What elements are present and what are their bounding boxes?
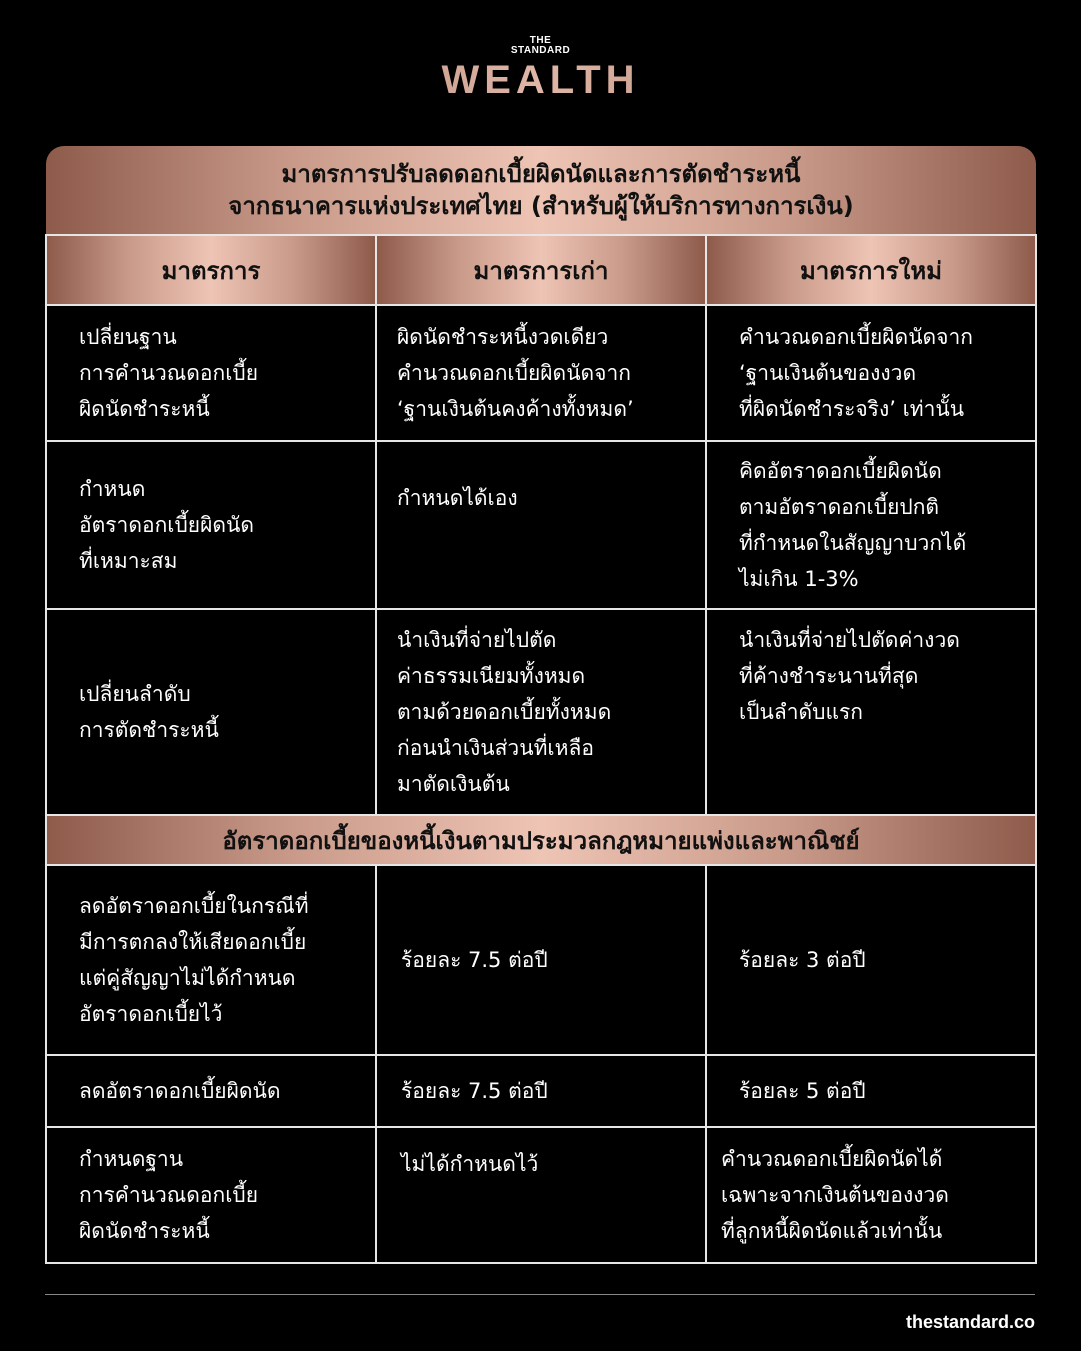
cell-old (376, 865, 706, 1055)
cell-line: กำหนดได้เอง (397, 486, 518, 510)
table-header-row (46, 235, 1036, 305)
cell-line: อัตราดอกเบี้ยไว้ (79, 1002, 223, 1026)
cell-measure (46, 609, 376, 815)
logo-the-standard (0, 36, 1081, 56)
cell-line: เปลี่ยนฐาน (79, 325, 177, 349)
column-header-new: มาตรการใหม่ (706, 235, 1036, 305)
section-title: อัตราดอกเบี้ยของหนี้เงินตามประมวลกฎหมายแพ่งและพาณิชย์ (46, 815, 1036, 865)
cell-line: เปลี่ยนลำดับ (79, 682, 191, 706)
cell-line: ลดอัตราดอกเบี้ยในกรณีที่ (79, 894, 309, 918)
cell-line: ร้อยละ 3 ต่อปี (739, 948, 866, 972)
table-row (46, 865, 1036, 1055)
footer-divider (45, 1294, 1035, 1295)
cell-line: ที่กำหนดในสัญญาบวกได้ (739, 531, 967, 555)
column-header-old: มาตรการเก่า (376, 235, 706, 305)
table-title (46, 146, 1036, 235)
cell-line: เฉพาะจากเงินต้นของงวด (721, 1183, 949, 1207)
cell-line: ที่ผิดนัดชำระจริง’ เท่านั้น (739, 397, 965, 421)
logo-small-line-1: THE (529, 35, 552, 46)
cell-old (376, 305, 706, 441)
cell-line: คำนวณดอกเบี้ยผิดนัดจาก (397, 361, 631, 385)
cell-measure (46, 1055, 376, 1127)
cell-line: ตามอัตราดอกเบี้ยปกติ (739, 495, 940, 519)
cell-line: ผิดนัดชำระหนี้งวดเดียว (397, 325, 609, 349)
section-header-row (46, 815, 1036, 865)
cell-line: กำหนด (79, 477, 146, 501)
cell-line: คิดอัตราดอกเบี้ยผิดนัด (739, 459, 942, 483)
cell-line: คำนวณดอกเบี้ยผิดนัดจาก (739, 325, 973, 349)
cell-old (376, 441, 706, 609)
cell-line: ‘ฐานเงินต้นคงค้างทั้งหมด’ (397, 397, 634, 421)
table-row (46, 1127, 1036, 1263)
cell-line: คำนวณดอกเบี้ยผิดนัดได้ (721, 1147, 943, 1171)
cell-line: นำเงินที่จ่ายไปตัด (397, 628, 557, 652)
cell-new (706, 609, 1036, 815)
cell-line: การคำนวณดอกเบี้ย (79, 361, 259, 385)
cell-new (706, 1055, 1036, 1127)
cell-line: ค่าธรรมเนียมทั้งหมด (397, 664, 586, 688)
table-row (46, 441, 1036, 609)
cell-new (706, 1127, 1036, 1263)
measures-table-container (45, 146, 1035, 1264)
logo-wealth: WEALTH (0, 58, 1081, 103)
cell-line: นำเงินที่จ่ายไปตัดค่างวด (739, 628, 960, 652)
measures-table (45, 146, 1037, 1264)
cell-line: ที่เหมาะสม (79, 549, 178, 573)
table-row (46, 1055, 1036, 1127)
column-header-measure: มาตรการ (46, 235, 376, 305)
cell-line: ผิดนัดชำระหนี้ (79, 397, 210, 421)
footer-site-link[interactable]: thestandard.co (905, 1312, 1035, 1332)
cell-measure (46, 865, 376, 1055)
table-title-line: มาตรการปรับลดดอกเบี้ยผิดนัดและการตัดชำระหนี้ (281, 160, 801, 188)
cell-line: แต่คู่สัญญาไม่ได้กำหนด (79, 966, 296, 990)
cell-measure (46, 441, 376, 609)
cell-line: ‘ฐานเงินต้นของงวด (739, 361, 917, 385)
cell-line: การตัดชำระหนี้ (79, 718, 219, 742)
cell-new (706, 865, 1036, 1055)
cell-line: ร้อยละ 5 ต่อปี (739, 1079, 866, 1103)
cell-measure (46, 1127, 376, 1263)
table-row (46, 609, 1036, 815)
cell-old (376, 1127, 706, 1263)
cell-line: ที่ลูกหนี้ผิดนัดแล้วเท่านั้น (721, 1219, 943, 1243)
cell-line: ตามด้วยดอกเบี้ยทั้งหมด (397, 700, 612, 724)
cell-line: อัตราดอกเบี้ยผิดนัด (79, 513, 255, 537)
cell-old (376, 1055, 706, 1127)
table-title-line: จากธนาคารแห่งประเทศไทย (สำหรับผู้ให้บริการทางการเงิน) (228, 192, 854, 220)
cell-measure (46, 305, 376, 441)
cell-new (706, 441, 1036, 609)
cell-line: ร้อยละ 7.5 ต่อปี (401, 948, 548, 972)
cell-line: กำหนดฐาน (79, 1147, 184, 1171)
logo-small-line-2: STANDARD (510, 45, 571, 56)
cell-line: ที่ค้างชำระนานที่สุด (739, 664, 919, 688)
cell-line: ก่อนนำเงินส่วนที่เหลือ (397, 736, 594, 760)
cell-line: ลดอัตราดอกเบี้ยผิดนัด (79, 1079, 281, 1103)
cell-line: มาตัดเงินต้น (397, 772, 510, 796)
cell-line: ไม่ได้กำหนดไว้ (401, 1152, 539, 1176)
cell-line: การคำนวณดอกเบี้ย (79, 1183, 259, 1207)
cell-line: ไม่เกิน 1-3% (739, 567, 859, 591)
cell-line: ร้อยละ 7.5 ต่อปี (401, 1079, 548, 1103)
table-row (46, 305, 1036, 441)
cell-line: เป็นลำดับแรก (739, 700, 864, 724)
cell-old (376, 609, 706, 815)
cell-line: มีการตกลงให้เสียดอกเบี้ย (79, 930, 307, 954)
brand-logo (0, 36, 1081, 103)
cell-line: ผิดนัดชำระหนี้ (79, 1219, 210, 1243)
table-title-row (46, 146, 1036, 235)
cell-new (706, 305, 1036, 441)
